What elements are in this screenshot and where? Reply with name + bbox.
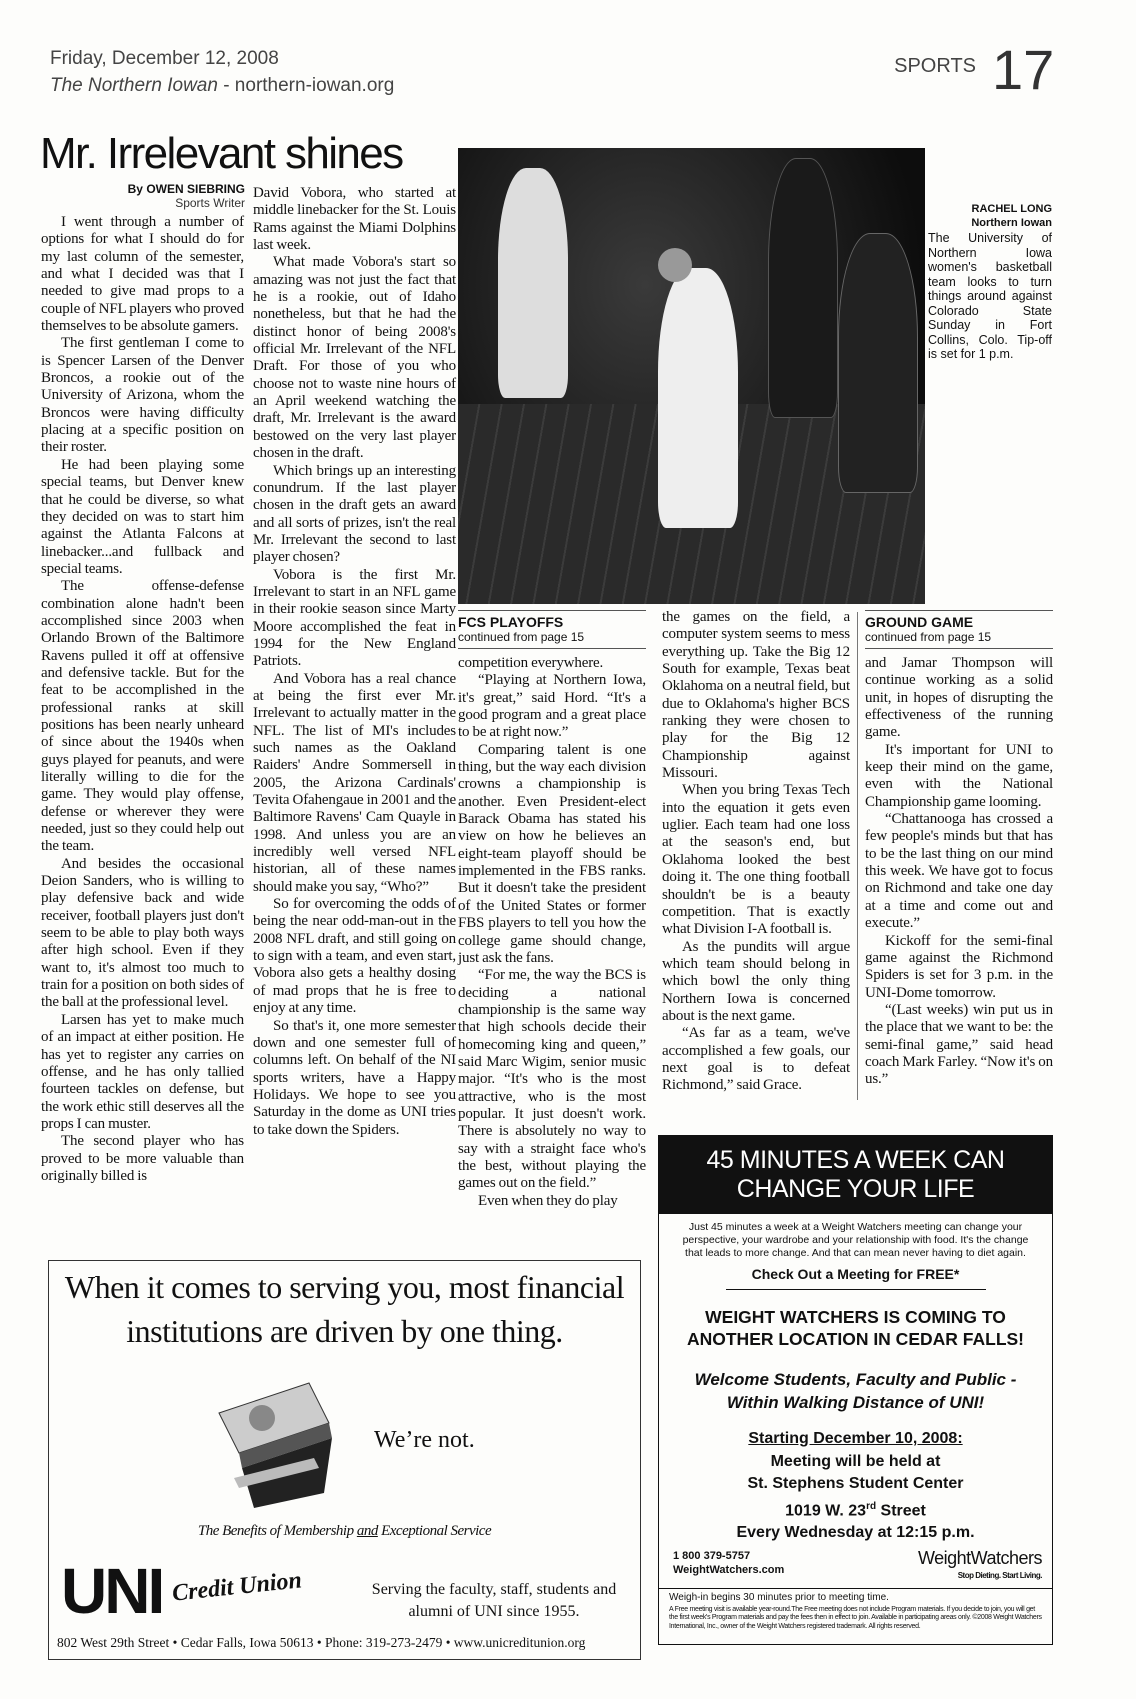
fcs-slug-title: FCS PLAYOFFS [458,614,564,630]
paragraph: the games on the field, a computer system seems to mess everything up. Take the Big 12 South for example, Texas beat Oklahoma on a neutral field, but due to Oklahoma's higher BCS ranking they were chosen to play for the Big 12 Championship against Missouri. [662,609,850,782]
article-column-1 [41,214,244,1185]
ww-weighin: Weigh-in begins 30 minutes prior to meeting time. [669,1591,889,1603]
ww-meeting: Meeting will be held at [770,1452,941,1470]
paragraph: David Vobora, who started at middle linebacker for the St. Louis Rams against the Miami Dolphins last week. [253,185,456,254]
column-rule [857,612,858,1100]
page-number: 17 [992,38,1055,101]
paragraph: “As far as a team, we've accomplished a few goals, our next goal is to defeat Richmond,” said Grace. [662,1025,850,1094]
ww-welcome-1: Welcome Students, Faculty and Public - [694,1370,1017,1389]
paragraph: The second player who has proved to be more valuable than originally billed is [41,1133,244,1184]
ground-game-column [865,610,1053,1089]
caption-text: The University of Northern Iowa women's basketball team looks to turn things around against Colorado State Sunday in Fort Collins, Colo. Tip-off is set for 1 p.m. [928,231,1052,361]
ww-logo-text: WeightWatchers [917,1547,1042,1568]
ww-welcome [659,1368,1052,1414]
paragraph: And besides the occasional Deion Sanders, who is willing to play defensive back and wide receiver, football players just don't seem to be able to play both ways after high school. Even if they want to, it's almost too much to train for a position on both sides of the ball at the professional level. [41,855,244,1011]
paragraph: Even when they do play [478,1192,618,1209]
fcs-column-2 [662,609,850,1095]
ww-schedule [659,1428,1052,1545]
uni-logo-script: Credit Union [171,1567,304,1607]
paragraph: I went through a number of options for what I should do for my last column of the semester, and what I decided was that I needed to give mad props to a couple of NFL players who proved themselves to be absolute gamers. [41,214,244,335]
uni-logo-mark: UNI [61,1555,163,1627]
uni-headline-2: institutions are driven by one thing. [126,1313,563,1349]
uni-address: 802 West 29th Street • Cedar Falls, Iowa 50613 • Phone: 319-273-2479 • www.unicreditunion.org [57,1635,586,1650]
paragraph: and Jamar Thompson will continue working as a solid unit, in hopes of disrupting the effectiveness of the running game. [865,655,1053,741]
byline [40,182,245,210]
masthead-line [50,75,394,97]
ground-jump: continued from page 15 [865,630,1053,649]
ww-coming [659,1306,1052,1350]
paragraph: So that's it, one more semester down and one semester full of columns left. On behalf of the NI sports writers, have a Happy Holidays. We hope to see you Saturday in the dome as UNI tries to take down the Spiders. [253,1017,456,1138]
ww-address-b: Street [876,1501,926,1519]
fcs-jump: continued from page 15 [458,630,646,649]
paragraph: “For me, the way the BCS is deciding a national championship is the same way that high schools decide their homecoming king and queen,” said Marc Wigim, senior music major. “It's who is the most attractive, who is the most popular. It just doesn't work. There is absolutely no way to say with a straight face who's the best, without playing the games out on the field.” [458,967,646,1192]
paragraph: He had been playing some special teams, but Denver knew that he could be diverse, so what they decided on was to start him against the Atlanta Falcons at linebacker...and fullback and special teams. [41,456,244,577]
ww-welcome-2: Within Walking Distance of UNI! [726,1393,985,1412]
article-column-2 [253,185,456,1139]
author: By OWEN SIEBRING [127,182,245,196]
ww-phone: 1 800 379-5757 [673,1549,751,1562]
weight-watchers-ad [658,1135,1053,1645]
ww-fine-print [659,1588,1052,1635]
photo-caption [928,203,1052,362]
tagline-and: and [356,1523,378,1539]
ww-website: WeightWatchers.com [673,1563,785,1576]
paragraph: It's important for UNI to keep their mind on the game, even with the National Championship game looming. [865,741,1053,810]
paragraph: “(Last weeks) win put us in the place that we want to be: the semi-final game,” said head coach Mark Farley. “Now it's on us.” [865,1001,1053,1088]
paragraph: And Vobora has a real chance at being the first ever Mr. Irrelevant to actually matter in the NFL. The list of MI's includes such names as the Oakland Raiders' Andre Sommersell in 2005, the Arizona Cardinals' Tevita Ofahengaue in 2001 and the Baltimore Ravens' Cam Quayle in 1998. And unless you are an incredibly well versed NFL historian, all of these names should make you say, “Who?” [253,670,456,895]
paragraph: Comparing talent is one thing, but the way each division crowns a championship is another. Even President-elect Barack Obama has stated his view on how he believes an eight-team playoff should be implemented in the FBS ranks. But it doesn't take the president of the United States or former FBS players to tell you how the college game should change, just ask the fans. [458,741,646,966]
paragraph: The first gentleman I come to is Spencer Larsen of the Denver Broncos, a rookie out of the University of Arizona, whom the Broncos were having difficulty placing at a specific position on their roster. [41,335,244,456]
uni-punchline: We’re not. [374,1427,475,1453]
ww-coming-1: WEIGHT WATCHERS IS COMING TO [705,1307,1006,1327]
fcs-slug [458,610,646,649]
ww-disclaimer: A Free meeting visit is available year-round.The Free meeting does not include Program materials. If you decide to join, you will get the first week's Program materials and pay the fees then in effect to join. Available in participating areas only. ©2008 Weight Watchers International, Inc., owner of the Weight Watchers registered trademark. All rights reserved. [669,1605,1042,1630]
ground-body [865,655,1053,1089]
ww-address-a: 1019 W. 23 [785,1501,867,1519]
ww-slogan: Stop Dieting. Start Living. [957,1570,1042,1580]
money-stack-icon [214,1373,344,1513]
uni-tagline [49,1523,640,1540]
ww-contact [659,1545,1052,1588]
ww-headline-1: 45 MINUTES A WEEK CAN [706,1146,1005,1174]
uni-serving: Serving the faculty, staff, students and alumni of UNI since 1955. [371,1581,617,1620]
paragraph: competition everywhere. [458,655,604,671]
ww-coming-2: ANOTHER LOCATION IN CEDAR FALLS! [686,1329,1025,1349]
paragraph: What made Vobora's start so amazing was not just the fact that he is a rookie, out of Idaho nonetheless, but that he had the distinct honor of being 2008's official Mr. Irrelevant of the NFL Draft. For those of you who choose not to waste nine hours of an April weekend watching the draft, Mr. Irrelevant is the award bestowed on the very last player chosen in the draft. [253,254,456,462]
paragraph: Which brings up an interesting conundrum. If the last player chosen in the draft gets an award and all sorts of prizes, isn't the real Mr. Irrelevant the second to last player chosen? [253,462,456,566]
article-headline: Mr. Irrelevant shines [40,129,403,178]
uni-headline-1: When it comes to serving you, most financial [64,1269,625,1305]
ww-headline-2: CHANGE YOUR LIFE [736,1175,975,1203]
photo-credit-org: Northern Iowan [971,217,1052,229]
ww-address-sup: rd [866,1500,877,1512]
basketball-photo [458,148,925,604]
paragraph: The offense-defense combination alone hadn't been accomplished since 2003 when Orlando Brown of the Baltimore Ravens pulled it off at offensive and defensive tackle. But for the feat to be accomplished in the professional ranks at skill positions has been nearly unheard of since about the 1940s when guys played for peanuts, and were literally willing to die for the game. They would play offense, defense or wherever they were needed, just so they could help out the team. [41,578,244,855]
ground-slug-title: GROUND GAME [865,614,974,630]
paper-site: - northern-iowan.org [217,75,395,96]
paragraph: “Playing at Northern Iowa, it's great,” said Hord. “It's a good program and a great place to be at right now.” [458,672,646,741]
ww-intro: Just 45 minutes a week at a Weight Watchers meeting can change your perspective, your wardrobe and your relationship with food. It's the change that leads to more change. And that can mean never having to diet again. [682,1221,1029,1259]
paper-name: The Northern Iowan [50,75,218,96]
author-role: Sports Writer [175,196,245,210]
ww-headline [659,1136,1052,1214]
photo-credit-name: RACHEL LONG [971,203,1052,215]
ww-logo [918,1549,1042,1585]
fcs-column-1 [458,610,646,1210]
paragraph: Larsen has yet to make much of an impact at either position. He has yet to register any carries on offense, and he has only tallied fourteen tackles on defense, but the work ethic still deserves all the props I can muster. [41,1011,244,1132]
ground-slug [865,610,1053,649]
paragraph: Kickoff for the semi-final game against the Richmond Spiders is set for 3 p.m. in the UNI-Dome tomorrow. [865,932,1053,1001]
paragraph: “Chattanooga has crossed a few people's minds but that has to be the last thing on our mind this week. We have got to focus on Richmond and take one day at a time and come out and execute.” [865,811,1053,932]
paragraph: Vobora is the first Mr. Irrelevant to start in an NFL game in their rookie season since Marty Moore accomplished the feat in 1994 for the New England Patriots. [253,566,456,670]
section-name: SPORTS [894,55,976,77]
ww-venue: St. Stephens Student Center [747,1475,964,1492]
issue-date: Friday, December 12, 2008 [50,48,279,69]
tagline-a: The Benefits of Membership [197,1523,357,1539]
paragraph: So for overcoming the odds of being the near odd-man-out in the 2008 NFL draft, and still going on to sign with a team, and even start, Vobora also gets a healthy dosing of mad props that he is free to enjoy at any time. [253,896,456,1017]
ww-time: Every Wednesday at 12:15 p.m. [736,1524,975,1542]
fcs-body-1 [458,655,646,1210]
paragraph: When you bring Texas Tech into the equation it gets even uglier. Each team had one loss at the season's end, but Oklahoma looked the best doing it. The one thing football shouldn't be is a beauty competition. That is exactly what Division I-A football is. [662,782,850,938]
tagline-b: Exceptional Service [377,1523,492,1539]
ww-address [659,1496,1052,1523]
ww-start-date: Starting December 10, 2008: [748,1430,963,1447]
uni-headline [49,1265,640,1353]
ww-cta: Check Out a Meeting for FREE* [751,1266,960,1282]
uni-credit-union-ad [48,1260,641,1660]
paragraph: As the pundits will argue which team should belong in which bowl the only thing Northern Iowa is concerned about is the next game. [662,938,850,1024]
uni-logo [61,1555,304,1627]
ww-divider [726,1289,986,1290]
